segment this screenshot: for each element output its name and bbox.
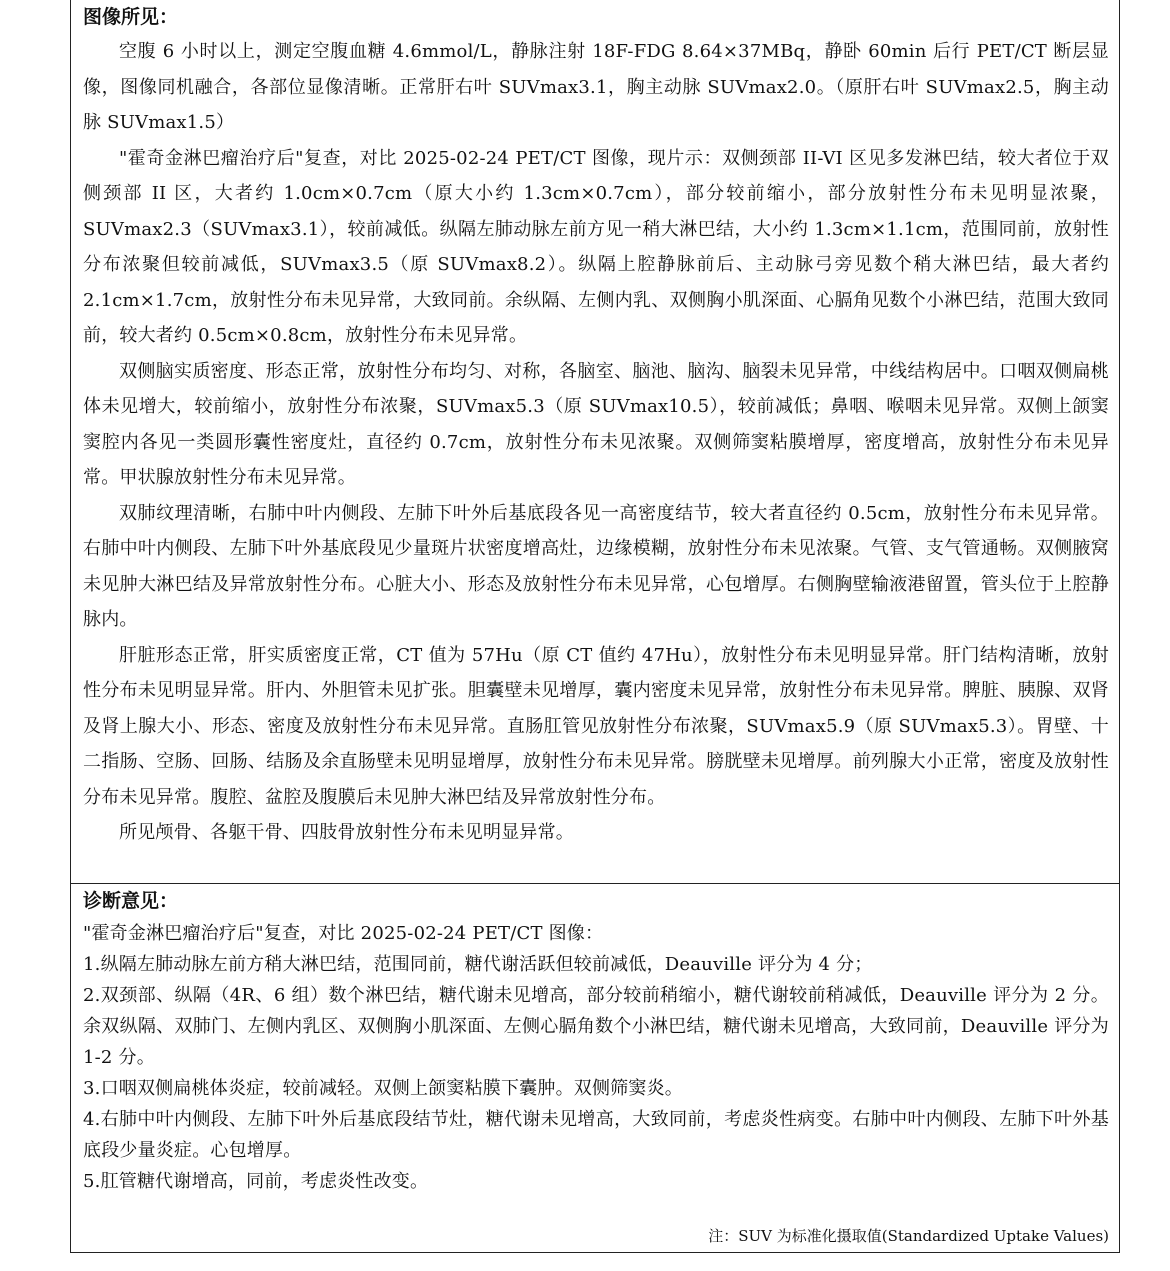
findings-paragraph-lymph-nodes: "霍奇金淋巴瘤治疗后"复查，对比 2025-02-24 PET/CT 图像，现片示：双侧颈部 II-VI 区见多发淋巴结，较大者位于双侧颈部 II 区，大者约 1.0cm×0.7cm（原大小约 1.3cm×0.7cm），部分较前缩小，部分放射性分布未见明显浓聚，SUVmax2.3（SUVmax3.1），较前减低。纵隔左肺动脉左前方见一稍大淋巴结，大小约 1.3cm×1.1cm，范围同前，放射性分布浓聚但较前减低，SUVmax3.5（原 SUVmax8.2）。纵隔上腔静脉前后、主动脉弓旁见数个稍大淋巴结，最大者约 2.1cm×1.7cm，放射性分布未见异常，大致同前。余纵隔、左侧内乳、双侧胸小肌深面、心膈角见数个小淋巴结，范围大致同前，较大者约 0.5cm×0.8cm，放射性分布未见异常。 xyxy=(83,147,1109,346)
findings-section xyxy=(71,0,1119,884)
diagnosis-item-5: 5.肛管糖代谢增高，同前，考虑炎性改变。 xyxy=(83,1171,429,1192)
findings-paragraph-abdomen: 肝脏形态正常，肝实质密度正常，CT 值为 57Hu（原 CT 值约 47Hu），放射性分布未见明显异常。肝门结构清晰，放射性分布未见明显异常。肝内、外胆管未见扩张。胆囊壁未见增厚，囊内密度未见异常，放射性分布未见异常。脾脏、胰腺、双肾及肾上腺大小、形态、密度及放射性分布未见异常。直肠肛管见放射性分布浓聚，SUVmax5.9（原 SUVmax5.3）。胃壁、十二指肠、空肠、回肠、结肠及余直肠壁未见明显增厚，放射性分布未见异常。膀胱壁未见增厚。前列腺大小正常，密度及放射性分布未见异常。腹腔、盆腔及腹膜后未见肿大淋巴结及异常放射性分布。 xyxy=(83,644,1109,808)
findings-paragraph-chest: 双肺纹理清晰，右肺中叶内侧段、左肺下叶外后基底段各见一高密度结节，较大者直径约 0.5cm，放射性分布未见异常。右肺中叶内侧段、左肺下叶外基底段见少量斑片状密度增高灶，边缘模糊，放射性分布未见浓聚。气管、支气管通畅。双侧腋窝未见肿大淋巴结及异常放射性分布。心脏大小、形态及放射性分布未见异常，心包增厚。右侧胸壁输液港留置，管头位于上腔静脉内。 xyxy=(83,502,1109,630)
diagnosis-item-2: 2.双颈部、纵隔（4R、6 组）数个淋巴结，糖代谢未见增高，部分较前稍缩小，糖代谢较前稍减低，Deauville 评分为 2 分。余双纵隔、双肺门、左侧内乳区、双侧胸小肌深面、左侧心膈角数个小淋巴结，糖代谢未见增高，大致同前，Deauville 评分为 1-2 分。 xyxy=(83,985,1109,1068)
diagnosis-title: 诊断意见： xyxy=(83,890,179,912)
diagnosis-section xyxy=(71,884,1119,1252)
suv-footnote: 注：SUV 为标准化摄取值(Standardized Uptake Values) xyxy=(708,1227,1109,1245)
diagnosis-item-4: 4.右肺中叶内侧段、左肺下叶外后基底段结节灶，糖代谢未见增高，大致同前，考虑炎性病变。右肺中叶内侧段、左肺下叶外基底段少量炎症。心包增厚。 xyxy=(83,1109,1109,1161)
findings-title: 图像所见： xyxy=(83,6,179,28)
diagnosis-item-3: 3.口咽双侧扁桃体炎症，较前减轻。双侧上颌窦粘膜下囊肿。双侧筛窦炎。 xyxy=(83,1078,683,1099)
findings-paragraph-head-neck: 双侧脑实质密度、形态正常，放射性分布均匀、对称，各脑室、脑池、脑沟、脑裂未见异常，中线结构居中。口咽双侧扁桃体未见增大，较前缩小，放射性分布浓聚，SUVmax5.3（原 SUVmax10.5），较前减低；鼻咽、喉咽未见异常。双侧上颌窦窦腔内各见一类圆形囊性密度灶，直径约 0.7cm，放射性分布未见浓聚。双侧筛窦粘膜增厚，密度增高，放射性分布未见异常。甲状腺放射性分布未见异常。 xyxy=(83,360,1109,488)
diagnosis-intro: "霍奇金淋巴瘤治疗后"复查，对比 2025-02-24 PET/CT 图像： xyxy=(83,923,604,944)
diagnosis-item-1: 1.纵隔左肺动脉左前方稍大淋巴结，范围同前，糖代谢活跃但较前减低，Deauville 评分为 4 分； xyxy=(83,954,873,975)
report-sheet xyxy=(70,0,1120,1253)
findings-paragraph-scan-protocol: 空腹 6 小时以上，测定空腹血糖 4.6mmol/L，静脉注射 18F-FDG 8.64×37MBq，静卧 60min 后行 PET/CT 断层显像，图像同机融合，各部位显像清晰。正常肝右叶 SUVmax3.1，胸主动脉 SUVmax2.0。（原肝右叶 SUVmax2.5，胸主动脉 SUVmax1.5） xyxy=(83,41,1109,133)
findings-paragraph-bones: 所见颅骨、各躯干骨、四肢骨放射性分布未见明显异常。 xyxy=(119,822,574,843)
